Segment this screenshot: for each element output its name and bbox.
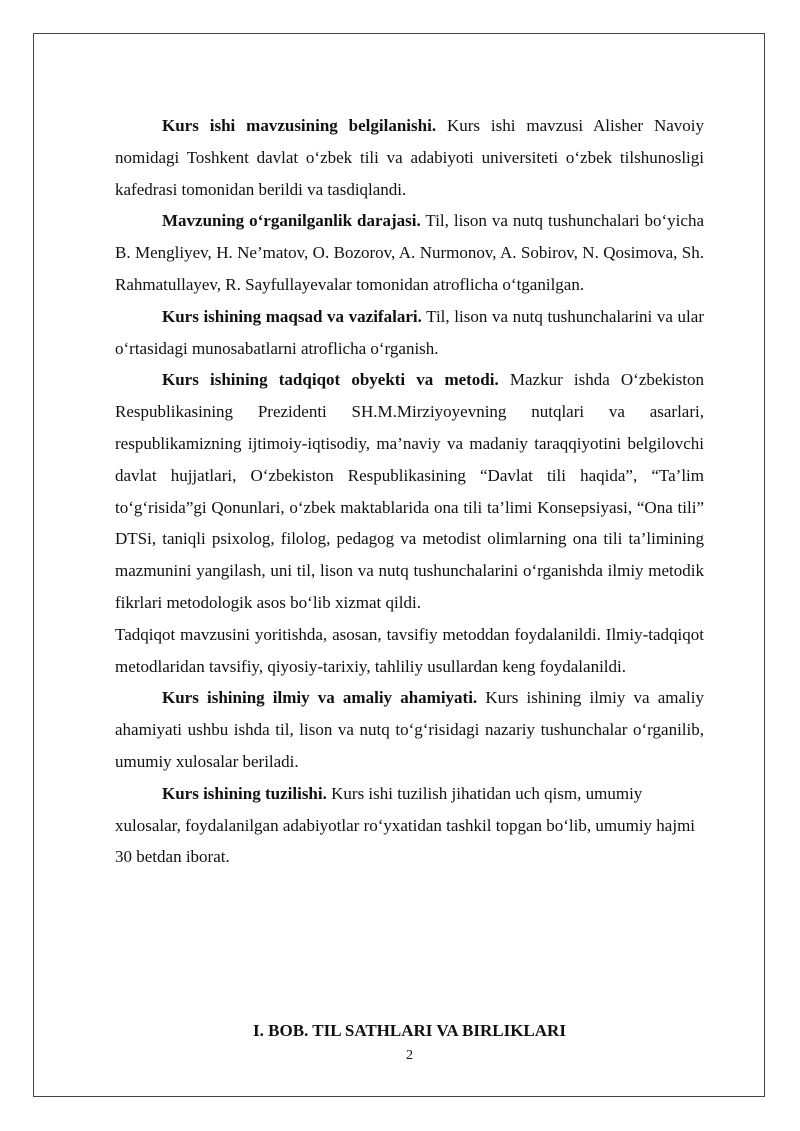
paragraph-significance	[115, 682, 704, 777]
paragraph-heading: Kurs ishining tuzilishi.	[162, 783, 327, 803]
page-number: 2	[406, 1048, 413, 1063]
paragraph-study-degree	[115, 205, 704, 300]
paragraph-heading: Kurs ishining tadqiqot obyekti va metodi.	[162, 370, 499, 390]
paragraph-heading: Kurs ishining maqsad va vazifalari.	[162, 306, 422, 326]
paragraph-goals	[115, 301, 704, 365]
paragraph-text: Kurs ishi tuzilish jihatidan uch qism, umumiy xulosalar, foydalanilgan adabiyotlar ro‘yxatidan tashkil topgan bo‘lib, umumiy hajmi 30 betdan iborat.	[115, 783, 696, 867]
paragraph-heading: Mavzuning o‘rganilganlik darajasi.	[162, 211, 421, 231]
paragraph-text: Til, lison va nutq tushunchalarini va ular o‘rtasidagi munosabatlarni atroflicha o‘rganish.	[115, 306, 704, 358]
paragraph-structure	[115, 778, 704, 873]
paragraph-text: Tadqiqot mavzusini yoritishda, asosan, tavsifiy metoddan foydalanildi. Ilmiy-tadqiqot metodlaridan tavsifiy, qiyosiy-tarixiy, tahliliy usullardan keng foydalanildi.	[115, 624, 704, 676]
paragraph-text: Mazkur ishda O‘zbekiston Respublikasining Prezidenti SH.M.Mirziyoyevning nutqlari va asarlari, respublikamizning ijtimoiy-iqtisodiy, ma’naviy va madaniy taraqqiyotini belgilovchi davlat hujjatlari, O‘zbekiston Respublikasining “Davlat tili haqida”, “Ta’lim to‘g‘risida”gi Qonunlari, o‘zbek maktablarida ona tili ta’limi Konsepsiyasi, “Ona tili” DTSi, taniqli psixolog, filolog, pedagog va metodist olimlarning ona tili ta’limining mazmunini yangilash, uni til, lison va nutq tushunchalarini o‘rganishda ilmiy metodik fikrlari metodologik asos bo‘lib xizmat qildi.	[115, 370, 704, 612]
paragraph-text: Til, lison va nutq tushunchalari bo‘yicha B. Mengliyev, H. Ne’matov, O. Bozorov, A. Nurmonov, A. Sobirov, N. Qosimova, Sh. Rahmatullayev, R. Sayfullayevalar tomonidan atroflicha o‘tganilgan.	[115, 211, 704, 294]
paragraph-heading: Kurs ishi mavzusining belgilanishi.	[162, 116, 437, 135]
paragraph-heading: Kurs ishining ilmiy va amaliy ahamiyati.	[162, 688, 478, 708]
paragraph-object-method	[115, 364, 704, 618]
chapter-title: I. BOB. TIL SATHLARI VA BIRLIKLARI	[253, 1021, 566, 1040]
paragraph-text: Kurs ishi mavzusi Alisher Navoiy nomidagi Toshkent davlat o‘zbek tili va adabiyoti universiteti o‘zbek tilshunosligi kafedrasi tomonidan berildi va tasdiqlandi.	[115, 116, 704, 199]
paragraph-topic-definition	[115, 110, 704, 205]
paragraph-research-methods	[115, 619, 704, 683]
document-body	[115, 110, 704, 873]
paragraph-text: Kurs ishining ilmiy va amaliy ahamiyati ushbu ishda til, lison va nutq to‘g‘risidagi nazariy tushunchalar o‘rganilib, umumiy xulosalar beriladi.	[115, 688, 704, 771]
